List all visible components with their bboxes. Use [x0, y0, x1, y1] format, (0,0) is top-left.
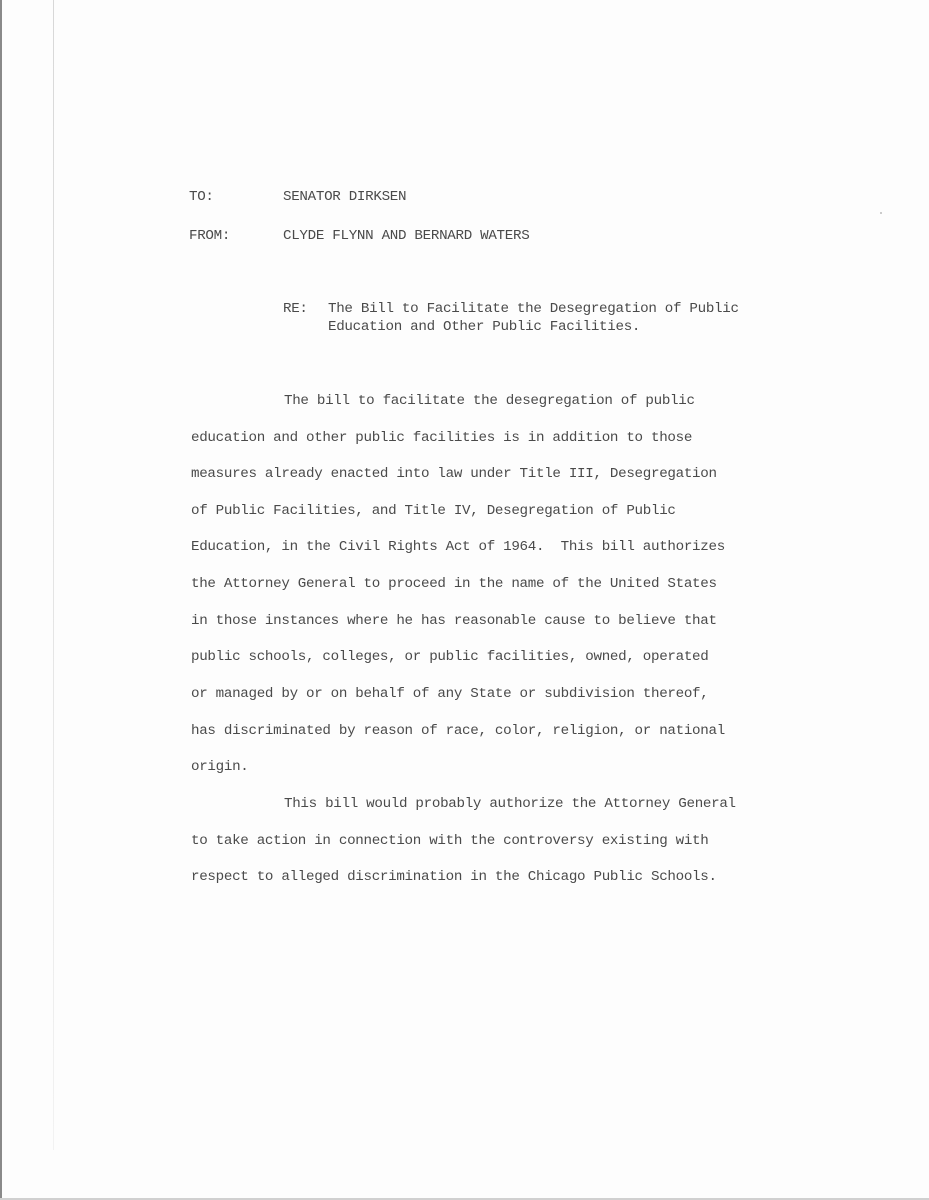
paragraph-1-line: Education, in the Civil Rights Act of 1964. This bill authorizes [191, 539, 725, 555]
paragraph-2-line: to take action in connection with the controversy existing with [191, 833, 709, 849]
paragraph-1-line: origin. [191, 759, 249, 775]
to-label: TO: [189, 189, 214, 205]
paragraph-1-line: public schools, colleges, or public facilities, owned, operated [191, 649, 709, 665]
scan-speck [880, 212, 882, 214]
paragraph-1-line: of Public Facilities, and Title IV, Desegregation of Public [191, 503, 676, 519]
from-sender: CLYDE FLYNN AND BERNARD WATERS [283, 228, 530, 244]
paragraph-1-line: has discriminated by reason of race, color, religion, or national [191, 723, 725, 739]
paragraph-1-line: the Attorney General to proceed in the name of the United States [191, 576, 717, 592]
scan-binder-line [53, 0, 54, 1150]
re-subject-line-1: The Bill to Facilitate the Desegregation of Public [328, 301, 739, 317]
from-label: FROM: [189, 228, 231, 244]
paragraph-1-line: measures already enacted into law under Title III, Desegregation [191, 466, 717, 482]
paragraph-2-line: respect to alleged discrimination in the Chicago Public Schools. [191, 869, 717, 885]
to-recipient: SENATOR DIRKSEN [283, 189, 407, 205]
paragraph-1-line: education and other public facilities is in addition to those [191, 430, 693, 446]
paragraph-1-line: in those instances where he has reasonable cause to believe that [191, 613, 717, 629]
re-label: RE: [283, 301, 308, 317]
paragraph-2-line: This bill would probably authorize the Attorney General [284, 796, 736, 812]
paragraph-1-line: or managed by or on behalf of any State or subdivision thereof, [191, 686, 709, 702]
re-subject-line-2: Education and Other Public Facilities. [328, 319, 641, 335]
paragraph-1-line: The bill to facilitate the desegregation of public [284, 393, 695, 409]
scan-left-edge [0, 0, 2, 1200]
